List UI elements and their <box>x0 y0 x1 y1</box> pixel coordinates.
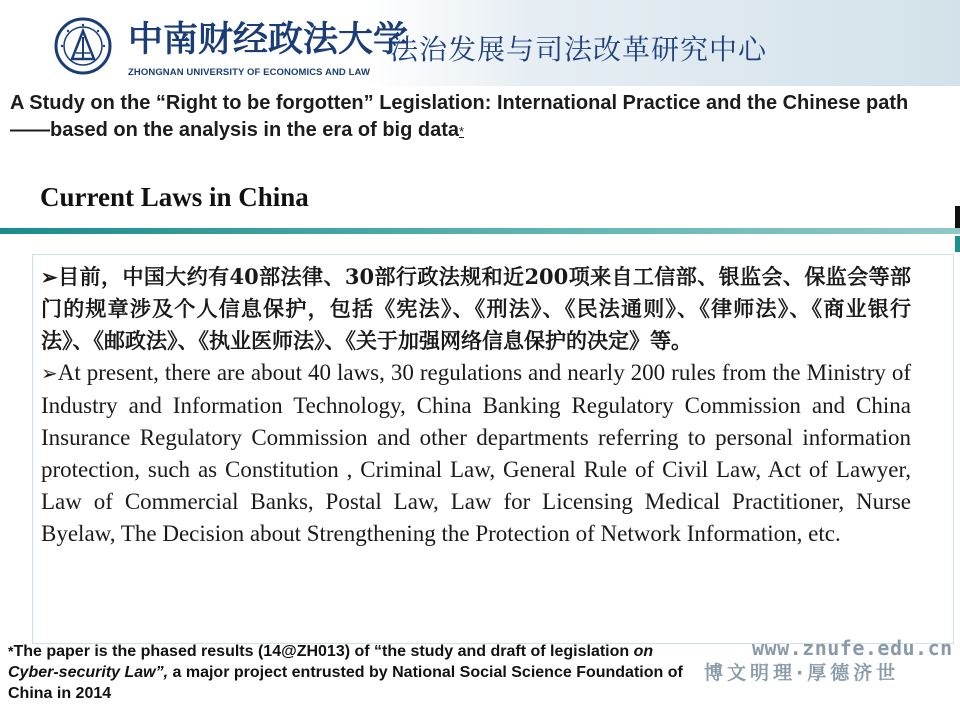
footnote-text-emphasis: on Cyber-security Law”, <box>8 643 654 681</box>
footnote-marker: * <box>8 643 14 659</box>
bullet-text-en: At present, there are about 40 laws, 30 regulations and nearly 200 rules from the Ministry of Industry and Information Technology, China Banking Regulatory Commission and China Insurance Regulatory Commission and other departments referring to personal information protection, such as Constitution , Criminal Law, General Rule of Civil Law, Act of Lawyer, Law of Commercial Banks, Postal Law, Law for Licensing Medical Practitioner, Nurse Byelaw, The Decision about Strengthening the Protection of Network Information, etc. <box>41 360 911 546</box>
header-band <box>0 0 960 86</box>
right-edge-mark <box>955 206 960 228</box>
footnote-text-2: a major project entrusted by National Social Science Foundation of China in 2014 <box>8 664 683 702</box>
university-name-en: ZHONGNAN UNIVERSITY OF ECONOMICS AND LAW <box>128 67 371 78</box>
bullet-list <box>41 261 911 550</box>
university-name-cn: 中南财经政法大学 <box>128 19 409 60</box>
bullet-item-cn <box>41 261 911 357</box>
content-box <box>32 254 954 644</box>
university-motto: 博文明理·厚德济世 <box>704 662 900 684</box>
university-seal-icon <box>54 17 112 75</box>
footnote-text-1: The paper is the phased results (14@ZH013) of “the study and draft of legislation <box>13 643 634 660</box>
bullet-arrow-icon: ➢ <box>41 265 58 289</box>
divider-line <box>0 228 960 234</box>
slide-title <box>10 90 940 145</box>
right-edge-strip <box>955 236 960 252</box>
title-text: A Study on the “Right to be forgotten” Legislation: International Practice and the Chinese path——based on the analysis in the era of big data <box>10 92 909 141</box>
footnote <box>8 641 688 704</box>
bullet-text-cn: 目前，中国大约有40部法律、30部行政法规和近200项来自工信部、银监会、保监会等部门的规章涉及个人信息保护，包括《宪法》、《刑法》、《民法通则》、《律师法》、《商业银行法》、《邮政法》、《执业医师法》、《关于加强网络信息保护的决定》等。 <box>41 264 911 353</box>
bullet-item-en <box>41 357 911 550</box>
title-footnote-marker: * <box>458 124 465 139</box>
research-center-name: 法治发展与司法改革研究中心 <box>390 33 768 66</box>
bullet-arrow-icon: ➢ <box>41 363 58 385</box>
website-url: www.znufe.edu.cn <box>752 636 953 660</box>
section-heading: Current Laws in China <box>40 182 309 212</box>
